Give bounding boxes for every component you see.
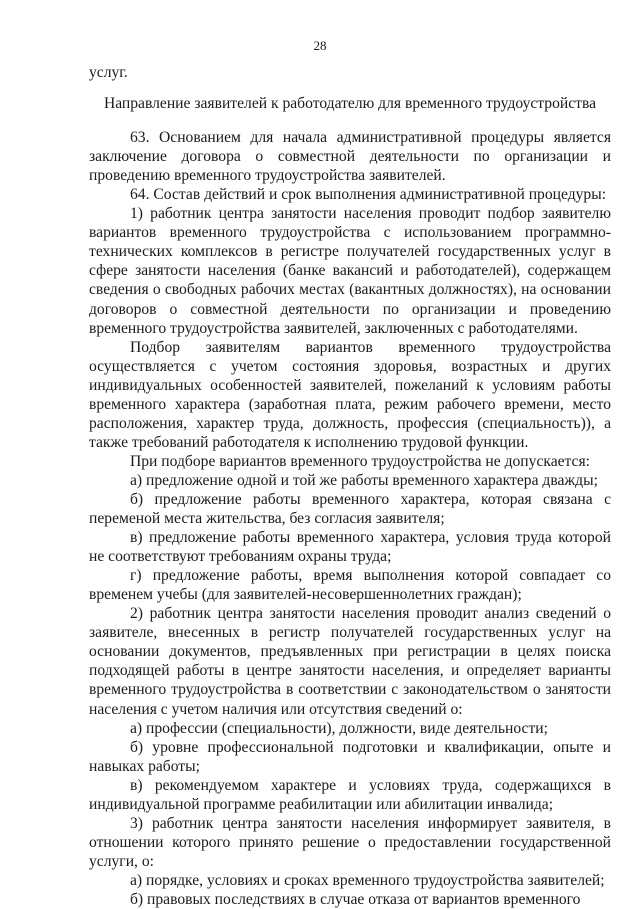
list-item: в) предложение работы временного характера, условия труда которой не соответствуют требованиям охраны труда; xyxy=(89,529,611,566)
page-number: 28 xyxy=(313,38,327,53)
paragraph: 3) работник центра занятости населения информирует заявителя, в отношении которого принято решение о предоставлении государственной услуги, о: xyxy=(89,814,611,870)
paragraph: 63. Основанием для начала административной процедуры является заключение договора о совместной деятельности по организации и проведению временного трудоустройства заявителей. xyxy=(89,129,611,185)
lead-text: услуг. xyxy=(89,64,128,81)
paragraph: Подбор заявителям вариантов временного трудоустройства осуществляется с учетом состояния здоровья, возрастных и других индивидуальных особенностей заявителей, пожеланий к условиям работы временного характера (заработная плата, режим рабочего времени, место расположения, характер труда, должность, профессия (специальность)), а также требований работодателя к исполнению трудовой функции. xyxy=(89,338,611,451)
paragraph: 64. Состав действий и срок выполнения административной процедуры: xyxy=(130,186,607,204)
paragraph: 1) работник центра занятости населения проводит подбор заявителю вариантов временного трудоустройства с использованием программно-технических комплексов в регистре получателей государственных услуг в сфере занятости населения (банке вакансий и работодателей), содержащем сведения о свободных рабочих местах (вакантных должностях), на основании договоров о совместной деятельности по организации и проведению временного трудоустройства заявителей, заключенных с работодателями. xyxy=(89,205,611,337)
list-item: а) порядке, условиях и сроках временного трудоустройства заявителей; xyxy=(130,871,605,889)
list-item: б) правовых последствиях в случае отказа от вариантов временного xyxy=(130,890,581,908)
list-item: г) предложение работы, время выполнения которой совпадает со временем учебы (для заявителей-несовершеннолетних граждан); xyxy=(89,567,611,604)
list-item: б) уровне профессиональной подготовки и квалификации, опыте и навыках работы; xyxy=(89,738,611,775)
paragraph: 2) работник центра занятости населения проводит анализ сведений о заявителе, внесенных в регистр получателей государственных услуг на основании документов, предъявленных при регистрации в целях поиска подходящей работы в центре занятости населения, и определяет варианты временного трудоустройства в соответствии с законодательством о занятости населения с учетом наличия или отсутствия сведений о: xyxy=(89,605,611,718)
list-item: в) рекомендуемом характере и условиях труда, содержащихся в индивидуальной программе реабилитации или абилитации инвалида; xyxy=(89,776,611,813)
list-item: а) предложение одной и той же работы временного характера дважды; xyxy=(130,471,598,489)
section-heading: Направление заявителей к работодателю для временного трудоустройства xyxy=(103,95,597,113)
list-item: а) профессии (специальности), должности, виде деятельности; xyxy=(130,719,548,737)
list-item: б) предложение работы временного характера, которая связана с переменой места жительства, без согласия заявителя; xyxy=(89,490,611,528)
document-body xyxy=(89,63,611,909)
paragraph: При подборе вариантов временного трудоустройства не допускается: xyxy=(130,452,590,470)
